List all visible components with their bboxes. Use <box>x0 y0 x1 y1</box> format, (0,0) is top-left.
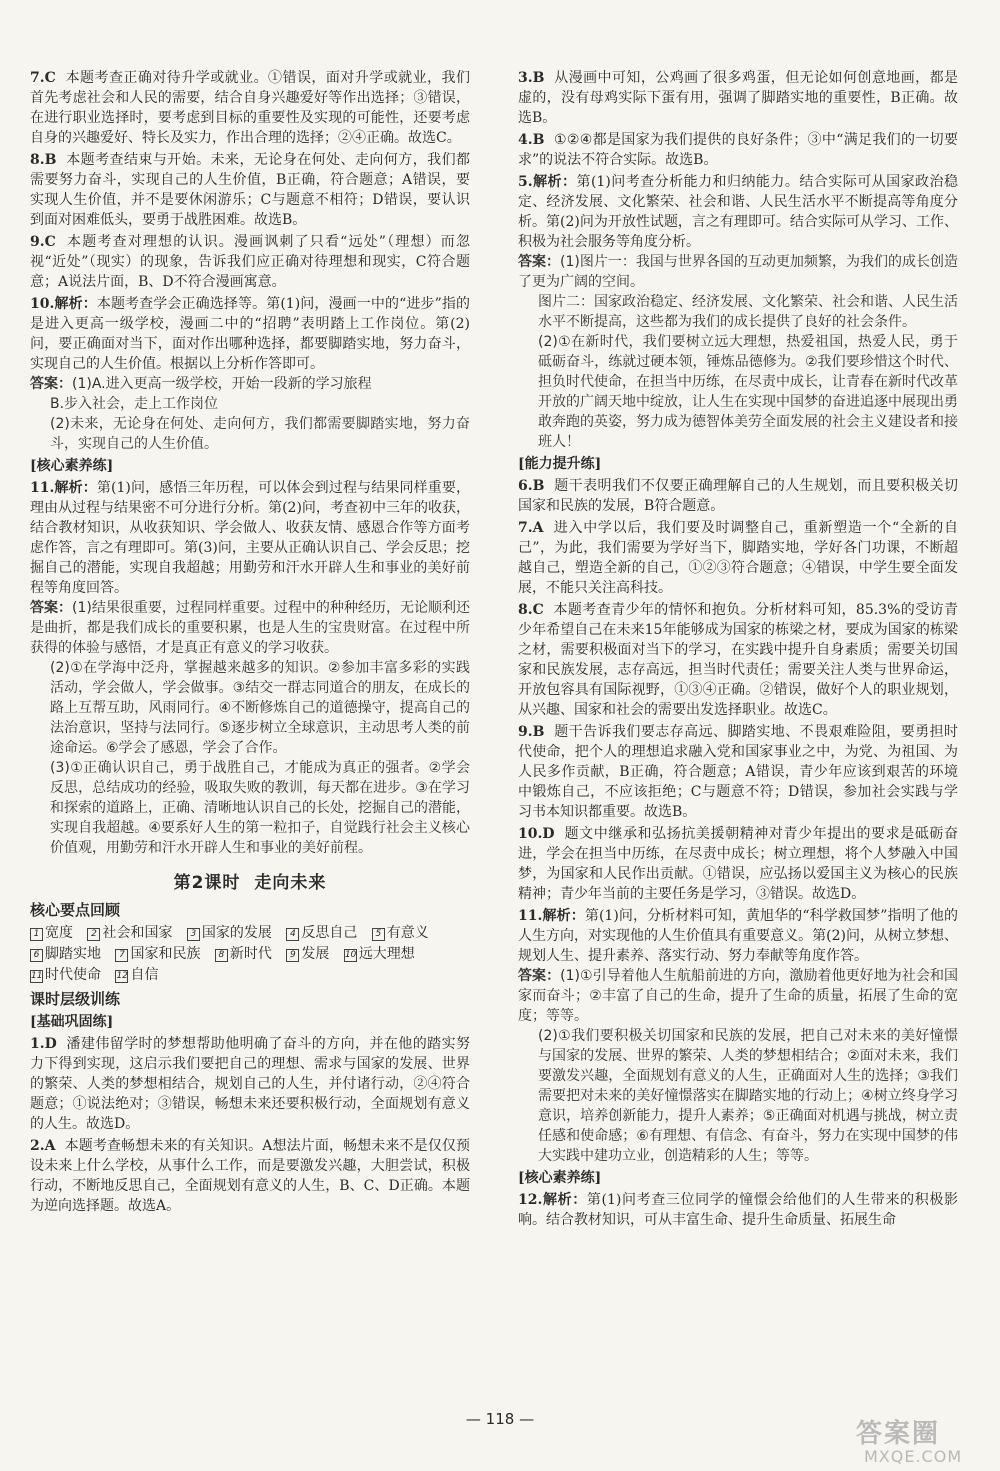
right-column <box>518 68 958 1232</box>
key-point: 12 自信 <box>116 967 159 983</box>
key-points-row-3 <box>30 965 470 986</box>
answer-item-1d: 1.D 潘建伟留学时的梦想帮助他明确了奋斗的方向，并在他的踏实努力下得到实现，这启示我们要把自己的理想、需求与国家的发展、世界的繁荣、人类的梦想相结合，规划自己的人生，并付诸行动，②④符合题意；①说法绝对；③错误，畅想未来还要积极行动，全面规划有意义的人生。故选D。 <box>30 1036 471 1132</box>
key-point: 6 脚踏实地 <box>30 946 101 962</box>
section-core-literacy: [核心素养练] <box>30 458 114 474</box>
lesson-heading: 第2课时 走向未来 <box>173 873 327 893</box>
answer-item-11-right: 11.解析：第(1)问，分析材料可知，黄旭华的“科学救国梦”指明了他的人生方向，对实现他的人生价值具有重要意义。第(2)问，从树立梦想、规划人生、提升素养、落实行动、努力奉献等角度作答。 答案：(1)①引导着他人生航船前进的方向，激励着他更好地为社会和国家而奋斗；②丰富了自己的生命，提升了生命的质量，拓展了生命的宽度；等等。 (2)①我们要积极关切国家和民族的发展，把自己对未来的美好憧憬与国家的发展、世界的繁荣、人类的梦想相结合；②面对未来，我们要激发兴趣，全面规划有意义的人生，正确面对人生的选择；③我们需要把对未来的美好憧憬落实在脚踏实地的行动上；④树立终身学习意识，培养创新能力，提升人素养；⑤正确面对机遇与挑战，树立责任感和使命感；⑥有理想、有信念、有奋斗，努力在实现中国梦的伟大实践中建功立业，创造精彩的人生；等等。 <box>518 908 959 1164</box>
section-basic: [基础巩固练] <box>30 1014 114 1030</box>
answer-item-6b: 6.B 题干表明我们不仅要正确理解自己的人生规划，而且要积极关切国家和民族的发展，B符合题意。 <box>518 478 959 514</box>
answer-item-10: 10.解析：本题考查学会正确选择等。第(1)问，漫画一中的“进步”指的是进入更高一级学校，漫画二中的“招聘”表明踏上工作岗位。第(2)问，要正确面对当下，面对作出哪种选择，都要脚踏实地，努力奋斗，实现自己的人生价值。根据以上分析作答即可。 答案：(1)A.进入更高一级学校，开始一段新的学习旅程 B.步入社会，走上工作岗位 (2)未来，无论身在何处、走向何方，我们都需要脚踏实地，努力奋斗，实现自己的人生价值。 <box>30 296 470 452</box>
page-number: — 118 — <box>465 1410 535 1428</box>
key-points-title: 核心要点回顾 <box>30 901 121 919</box>
key-point: 1 宽度 <box>30 925 73 941</box>
section-ability: [能力提升练] <box>518 456 602 472</box>
answer-item-8c: 8.C 本题考查青少年的情怀和抱负。分析材料可知，85.3%的受访青少年希望自己在未来15年能够成为国家的栋梁之材，要成为国家的栋梁之材，需要积极面对当下的学习，在实践中提升自身素质；需要关切国家和民族发展，志存高远，担当时代责任；需要关注人类与世界命运，开放包容具有国际视野，①③④正确。②错误，做好个人的职业规划，从兴趣、国家和社会的需要出发选择职业。故选C。 <box>518 602 958 718</box>
key-point: 7 国家和民族 <box>115 946 200 962</box>
answer-item-3b: 3.B 从漫画中可知，公鸡画了很多鸡蛋，但无论如何创意地画，都是虚的，没有母鸡实际下蛋有用，强调了脚踏实地的重要性，B正确。故选B。 <box>518 70 959 126</box>
key-point: 10 远大理想 <box>344 946 415 962</box>
answer-item-7a: 7.A 进入中学以后，我们要及时调整自己，重新塑造一个“全新的自己”，为此，我们需要为学好当下，脚踏实地，学好各门功课，不断超越自己，塑造全新的自己，①②③符合题意；④错误，中学生要全面发展，不能只关注高科技。 <box>518 520 958 596</box>
key-point: 5 有意义 <box>372 925 429 941</box>
answer-item-8b: 8.B 本题考查结束与开始。未来，无论身在何处、走向何方，我们都需要努力奋斗，实现自己的人生价值，B正确，符合题意；A错误，要实现人生价值，并不是要休闲游乐；C与题意不相符；D错误，要认识到面对困难低头，要勇于战胜困难。故选B。 <box>30 152 471 228</box>
answer-item-11: 11.解析：第(1)问，感悟三年历程，可以体会到过程与结果同样重要，理由从过程与结果密不可分进行分析。第(2)问，考查初中三年的收获，结合教材知识，从收获知识、学会做人、收获友情、感恩合作等方面考虑作答，言之有理即可。第(3)问，主要从正确认识自己、学会反思；挖掘自己的潜能，实现自我超越；用勤劳和汗水开辟人生和事业的美好前程等角度回答。 答案：(1)结果很重要，过程同样重要。过程中的种种经历，无论顺利还是曲折，都是我们成长的重要积累，也是人生的宝贵财富。在过程中所获得的体验与感悟，才是真正有意义的学习收获。 (2)①在学海中泛舟，掌握越来越多的知识。②参加丰富多彩的实践活动，学会做人，学会做事。③结交一群志同道合的朋友，在成长的路上互帮互助，风雨同行。④不断修炼自己的道德操守，提高自己的法治意识，坚持与法同行。⑤逐步树立全球意识，主动思考人类的前途命运。⑥学会了感恩，学会了合作。 (3)①正确认识自己，勇于战胜自己，才能成为真正的强者。②学会反思，总结成功的经验，吸取失败的教训，每天都在进步。③在学习和探索的道路上，正确、清晰地认识自己的长处，挖掘自己的潜能，实现自我超越。④要系好人生的第一粒扣子，自觉践行社会主义核心价值观，用勤劳和汗水开辟人生和事业的美好前程。 <box>30 480 470 856</box>
left-column <box>30 68 470 1218</box>
key-point: 8 新时代 <box>215 946 272 962</box>
training-title: 课时层级训练 <box>30 990 121 1008</box>
key-point: 11 时代使命 <box>31 967 101 983</box>
answer-item-5: 5.解析：第(1)问考查分析能力和归纳能力。结合实际可从国家政治稳定、经济发展、文化繁荣、社会和谐、人民生活水平不断提高等角度分析。第(2)问为开放性试题，言之有理即可。结合实际可从学习、工作、积极为社会服务等角度分析。 答案：(1)图片一：我国与世界各国的互动更加频繁，为我们的成长创造了更为广阔的空间。 图片二：国家政治稳定、经济发展、文化繁荣、社会和谐、人民生活水平不断提高，这些都为我们的成长提供了良好的社会条件。 (2)①在新时代，我们要树立远大理想，热爱祖国，热爱人民，勇于砥砺奋斗，练就过硬本领，锤炼品德修为。②我们要珍惜这个时代、担负时代使命，在担当中历练，在尽责中成长，让青春在新时代改革开放的广阔天地中绽放，让人生在实现中国梦的奋进追逐中展现出勇敢奔跑的英姿，努力成为德智体美劳全面发展的社会主义建设者和接班人！ <box>518 174 958 450</box>
key-point: 2 社会和国家 <box>87 925 172 941</box>
key-point: 9 发展 <box>286 946 329 962</box>
section-core-literacy-right: [核心素养练] <box>518 1170 602 1186</box>
watermark-logo: 答案圈 MXQE.COM <box>856 1419 963 1466</box>
key-points-row-1 <box>30 923 470 944</box>
key-point: 3 国家的发展 <box>187 925 272 941</box>
answer-item-7c: 7.C 本题考查正确对待升学或就业。①错误，面对升学或就业，我们首先考虑社会和人民的需要，结合自身兴趣爱好等作出选择；③错误，在进行职业选择时，要考虑到目标的重要性及实现的可能性，还要考虑自身的兴趣爱好、特长及实力，作出合理的选择；②④正确。故选C。 <box>30 70 471 146</box>
key-point: 4 反思自己 <box>286 925 357 941</box>
answer-item-2a: 2.A 本题考查畅想未来的有关知识。A想法片面，畅想未来不是仅仅预设未来上什么学校，从事什么工作，而是要激发兴趣，大胆尝试，积极行动，不断地反思自己，全面规划有意义的人生，B、C、D正确。本题为逆向选择题。故选A。 <box>30 1138 471 1214</box>
answer-item-4b: 4.B ①②④都是国家为我们提供的良好条件；③中“满足我们的一切要求”的说法不符合实际。故选B。 <box>518 132 958 168</box>
answer-item-12: 12.解析：第(1)问考查三位同学的憧憬会给他们的人生带来的积极影响。结合教材知识，可从丰富生命、提升生命质量、拓展生命 <box>518 1192 958 1228</box>
key-points-row-2 <box>30 944 470 965</box>
answer-item-9b: 9.B 题干告诉我们要志存高远、脚踏实地、不畏艰难险阻，要勇担时代使命，把个人的理想追求融入党和国家事业之中，为党、为祖国、为人民多作贡献，B正确，符合题意；A错误，青少年应该到艰苦的环境中锻炼自己，不应该拒绝；C与题意不符；D错误，参加社会实践与学习书本知识都重要。故选B。 <box>518 724 959 820</box>
answer-item-9c: 9.C 本题考查对理想的认识。漫画讽刺了只看“远处”（理想）而忽视“近处”（现实）的现象，告诉我们应正确对待理想和现实，C符合题意；A说法片面，B、D不符合漫画寓意。 <box>30 234 470 290</box>
answer-item-10d: 10.D 题文中继承和弘扬抗美援朝精神对青少年提出的要求是砥砺奋进，学会在担当中历练，在尽责中成长；树立理想，将个人梦融入中国梦，为国家和人民作出贡献。①错误，应弘扬以爱国主义为核心的民族精神；青少年当前的主要任务是学习，③错误。故选D。 <box>518 826 959 902</box>
